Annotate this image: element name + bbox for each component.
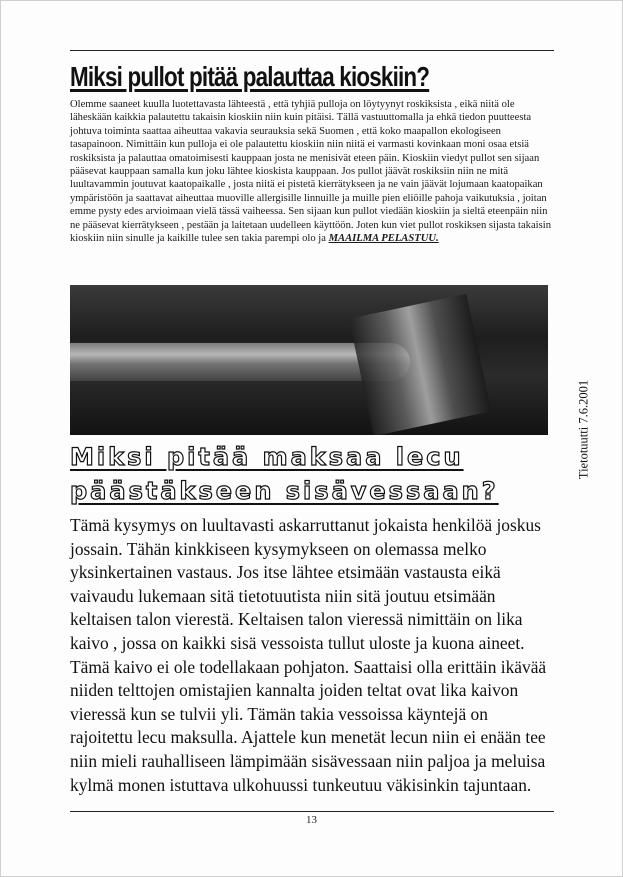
can-shape bbox=[349, 294, 491, 435]
article1-body bbox=[70, 98, 556, 245]
page-number: 13 bbox=[306, 814, 317, 826]
article2-body: Tämä kysymys on luultavasti askarruttanut jokaista henkilöä joskus jossain. Tähän kinkkiseen kysymykseen on olemassa melko yksinkertainen vastaus. Jos itse lähtee etsimään vastausta eikä vaivaudu lukemaan sitä tietotuutista niin sitä joutuu etsimään keltaisen talon vierestä. Keltaisen talon vieressä nimittäin on lika kaivo , jossa on kaikki sisä vessoista tullut uloste ja kuona aineet. Tämä kaivo ei ole todellakaan pohjaton. Saattaisi olla erittäin ikävää niiden telttojen omistajien kannalta joiden teltat ovat lika kaivon vieressä kun se tulvii yli. Tämän takia vessoissa käyntejä on rajoitettu lecu maksulla. Ajattele kun menetät lecun niin ei enään tee niin mieli rauhalliseen lämpimään sisävessaan niin paljoa ja meluisa kylmä monen istuttava ulkohuussi tunkeutuu väkisinkin tajuntaan. bbox=[70, 515, 547, 795]
article2-title: Miksi pitää maksaa lecu päästäkseen sisävessaan? bbox=[70, 443, 499, 505]
bottom-rule bbox=[70, 811, 554, 812]
bottle-photo bbox=[70, 285, 548, 435]
sidebar-issue-label bbox=[576, 375, 592, 485]
sidebar-issue-text: Tietotuutti 7.6.2001 bbox=[576, 379, 591, 480]
article1-signoff: MAAILMA PELASTUU. bbox=[328, 233, 439, 245]
article1-body-text: Olemme saaneet kuulla luotettavasta lähteestä , että tyhjiä pulloja on löytyynyt roskiksista , eikä niitä ole läheskään kaikkia palautettu takaisin kioskiin niin kuin pitäisi. Tällä vastuuttomalla ja ehkä tiedon puutteesta johtuva toiminta saattaa aiheuttaa vakavia seurauksia sekä Suomen , että koko maapallon ekologiseen tasapainoon. Nimittäin kun pulloja ei ole palautettu kioskiin niin niitä ei varmasti kovinkaan moni osaa etsiä roskiksista ja palauttaa omatoimisesti kauppaan josta ne menisivät eteen päin. Kioskiin viedyt pullot sen sijaan pääsevat kauppaan samalla kun joku lähtee kioskista kauppaan. Jos pullot jäävät roskiksiin niin ne mitä luultavammin joutuvat kaatopaikalle , josta niitä ei pistetä kierrätykseen ja ne vain jäävät lojumaan kaatopaikan ympäristöön ja saattavat aiheuttaa muoville allergisille linnuille ja muille pien eliöille pahoja vaikutuksia , joitan emme pysty edes arvioimaan vielä tässä vaiheessa. Sen sijaan kun pullot viedään kioskiin ja sieltä eteenpäin niin ne pääsevat kierrätykseen , pestään ja laitetaan uudelleen käyttöön. Joten kun viet pullot roskiksen sijasta takaisin kioskiin niin sinulle ja kaikille tulee sen takia parempi olo ja bbox=[70, 99, 551, 245]
article1-title: Miksi pullot pitää palauttaa kioskiin? bbox=[70, 61, 430, 92]
top-rule bbox=[70, 50, 554, 51]
